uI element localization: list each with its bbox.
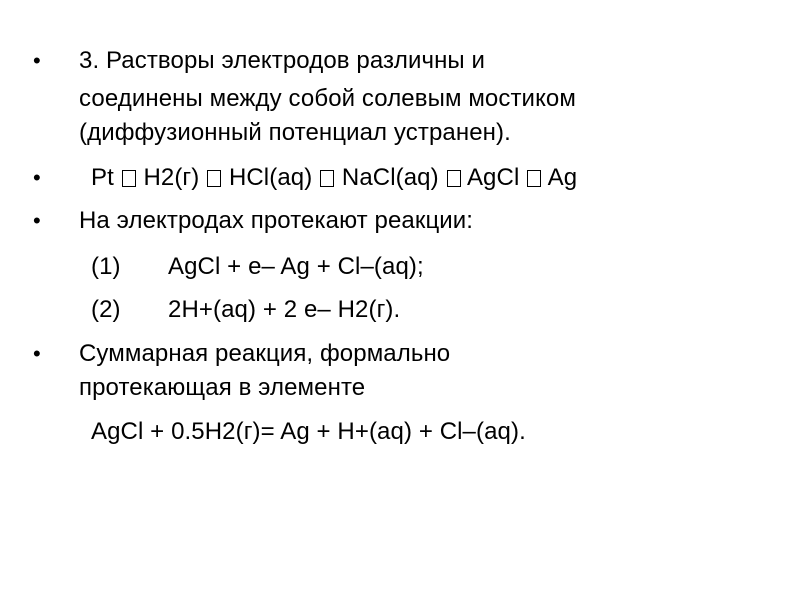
cell-part-agcl: AgCl	[466, 164, 520, 191]
reaction2-equation: 2H+(aq) + 2 e– H2(г).	[168, 296, 401, 323]
cell-notation	[91, 163, 577, 193]
cell-part-hcl: HCl(aq)	[228, 164, 313, 191]
cell-part-pt: Pt	[91, 164, 114, 191]
cell-part-ag: Ag	[547, 164, 578, 191]
missing-glyph-box-icon	[447, 170, 461, 187]
reaction1-equation: AgCl + e– Ag + Cl–(aq);	[168, 253, 424, 280]
missing-glyph-box-icon	[207, 170, 221, 187]
item4-line2: протекающая в элементе	[79, 374, 366, 401]
item1-line2: соединены между собой солевым мостиком	[79, 85, 576, 112]
cell-part-h2: H2(г)	[143, 164, 200, 191]
missing-glyph-box-icon	[122, 170, 136, 187]
reaction2-number: (2)	[91, 296, 121, 323]
summary-equation: AgCl + 0.5H2(г)= Ag + H+(aq) + Cl–(aq).	[91, 418, 526, 445]
bullet-2: •	[33, 165, 41, 190]
missing-glyph-box-icon	[320, 170, 334, 187]
item4-line1: Суммарная реакция, формально	[79, 340, 451, 367]
missing-glyph-box-icon	[527, 170, 541, 187]
reaction1-number: (1)	[91, 253, 121, 280]
item1-line1: 3. Растворы электродов различны и	[79, 47, 486, 74]
bullet-4: •	[33, 341, 41, 366]
bullet-3: •	[33, 208, 41, 233]
item3-text: На электродах протекают реакции:	[79, 207, 474, 234]
item1-line3: (диффузионный потенциал устранен).	[79, 119, 511, 146]
cell-part-nacl: NaCl(aq)	[341, 164, 439, 191]
bullet-1: •	[33, 48, 41, 73]
